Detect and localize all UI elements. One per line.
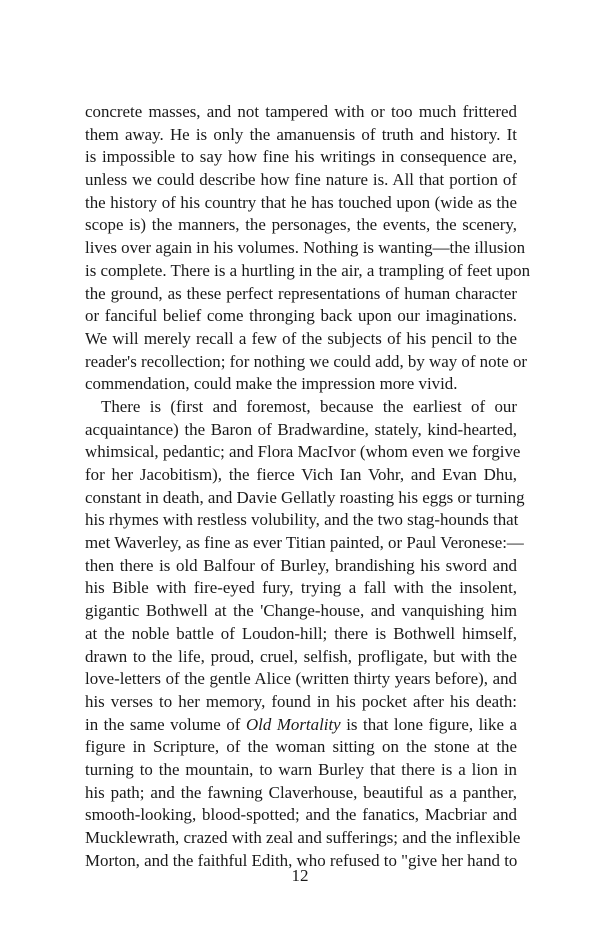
text-line: them away. He is only the amanuensis of truth and history. It [85,124,517,144]
page-number: 12 [291,866,309,885]
text-line: his verses to her memory, found in his pocket after his death: [85,691,517,711]
body-text [85,101,531,872]
text-line: met Waverley, as fine as ever Titian painted, or Paul Veronese:— [85,533,524,553]
text-line: unless we could describe how fine nature is. All that portion of [85,170,517,190]
text-line: love-letters of the gentle Alice (written thirty years before), and [85,669,517,689]
text-line: for her Jacobitism), the fierce Vich Ian Vohr, and Evan Dhu, [85,465,517,484]
text-line: Morton, and the faithful Edith, who refused to "give her hand to [85,850,518,870]
text-line: is impossible to say how fine his writings in consequence are, [85,147,517,167]
text-line: reader's recollection; for nothing we could add, by way of note or [85,351,528,371]
text-line: figure in Scripture, of the woman sitting on the stone at the [85,737,517,757]
text-line: acquaintance) the Baron of Bradwardine, stately, kind-hearted, [85,419,517,439]
text-line: constant in death, and Davie Gellatly roasting his eggs or turning [85,487,525,507]
text-line: turning to the mountain, to warn Burley that there is a lion in [85,759,517,779]
text-line: his Bible with fire-eyed fury, trying a fall with the insolent, [85,578,517,598]
text-line: whimsical, pedantic; and Flora MacIvor (whom even we forgive [85,442,521,462]
text-line: his rhymes with restless volubility, and the two stag-hounds that [85,510,519,530]
text-line: or fanciful belief come thronging back upon our imaginations. [85,306,517,326]
text-line: at the noble battle of Loudon-hill; there is Bothwell himself, [85,623,517,643]
text-line: smooth-looking, blood-spotted; and the fanatics, Macbriar and [85,805,517,825]
text-line-with-italic-title [85,714,517,737]
text-segment: in the same volume of [85,714,246,734]
text-line: We will merely recall a few of the subjects of his pencil to the [85,328,517,348]
text-line: Mucklewrath, crazed with zeal and sufferings; and the inflexible [85,828,521,847]
text-line: the ground, as these perfect representations of human character [85,283,517,303]
text-line: the history of his country that he has touched upon (wide as the [85,192,517,212]
text-line: concrete masses, and not tampered with or too much frittered [85,102,517,121]
text-segment: is that lone figure, like a [340,714,517,734]
text-line: then there is old Balfour of Burley, brandishing his sword and [85,555,517,575]
text-line: his path; and the fawning Claverhouse, beautiful as a panther, [85,782,517,802]
text-line: drawn to the life, proud, cruel, selfish, profligate, but with the [85,646,517,666]
text-line: There is (first and foremost, because the earliest of our [101,396,517,416]
text-line: lives over again in his volumes. Nothing is wanting—the illusion [85,238,526,258]
text-line: gigantic Bothwell at the 'Change-house, and vanquishing him [85,601,517,621]
text-line: is complete. There is a hurtling in the air, a trampling of feet upon [85,260,531,280]
book-title: Old Mortality [245,714,341,734]
text-line: scope is) the manners, the personages, the events, the scenery, [85,215,517,235]
text-line: commendation, could make the impression more vivid. [85,374,458,394]
